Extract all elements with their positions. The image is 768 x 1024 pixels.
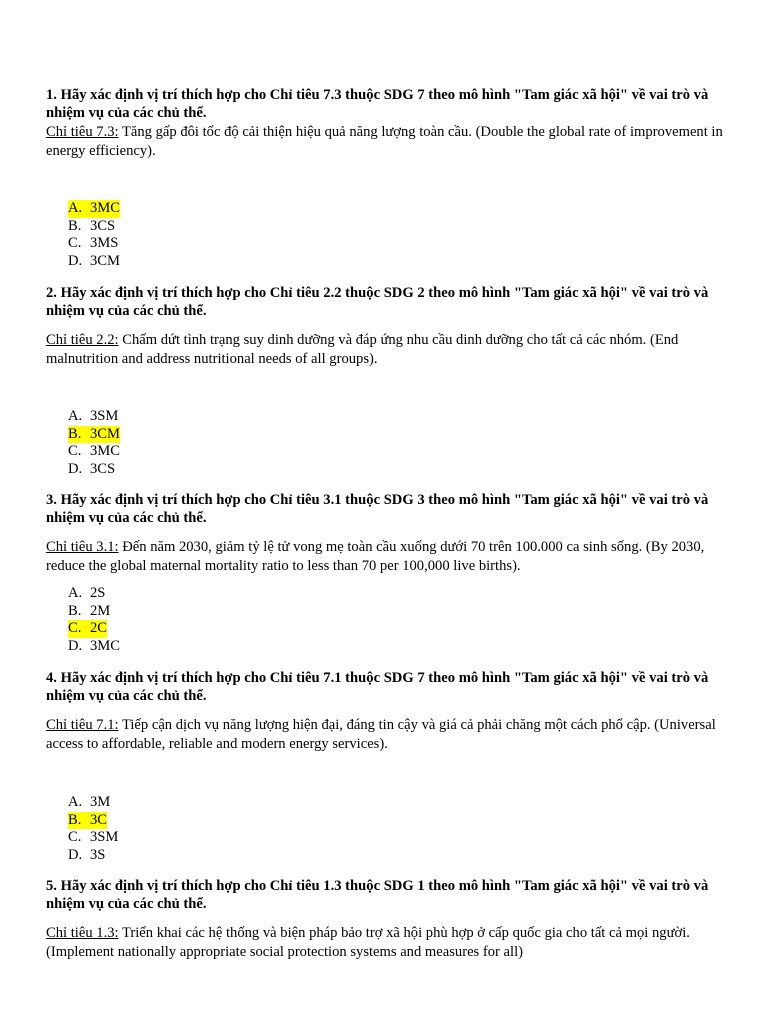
option-highlight <box>68 235 118 253</box>
option-letter: C. <box>68 620 82 636</box>
question-3-target-text: Đến năm 2030, giảm tỷ lệ tử vong mẹ toàn cầu xuống dưới 70 trên 100.000 ca sinh sống. (By 2030, reduce the global maternal mortality ratio to less than 70 per 100,000 live births). <box>46 539 705 574</box>
question-3-option-c[interactable] <box>68 620 120 638</box>
option-highlight <box>68 829 118 847</box>
question-1-target-label: Chỉ tiêu 7.3: <box>46 124 119 140</box>
question-3-title: 3. Hãy xác định vị trí thích hợp cho Chỉ tiêu 3.1 thuộc SDG 3 theo mô hình "Tam giác xã hội" về vai trò và nhiệm vụ của các chủ thể. <box>46 492 709 526</box>
question-4-options <box>68 794 118 864</box>
option-highlight <box>68 847 105 865</box>
option-highlight <box>68 603 110 621</box>
option-text: 3S <box>90 846 106 863</box>
question-4-target-label: Chỉ tiêu 7.1: <box>46 717 119 733</box>
option-highlight <box>68 426 120 444</box>
question-5-target <box>46 924 726 962</box>
option-letter: B. <box>68 217 82 234</box>
option-highlight <box>68 461 115 479</box>
option-text: 3MS <box>90 235 119 251</box>
option-text: 2C <box>90 620 108 636</box>
option-highlight <box>68 408 118 426</box>
option-text: 3M <box>90 794 111 810</box>
question-3-target-label: Chỉ tiêu 3.1: <box>46 539 119 555</box>
question-2-title: 2. Hãy xác định vị trí thích hợp cho Chỉ tiêu 2.2 thuộc SDG 2 theo mô hình "Tam giác xã hội" về vai trò và nhiệm vụ của các chủ thể. <box>46 285 709 319</box>
option-letter: A. <box>68 408 83 424</box>
option-letter: A. <box>68 585 83 601</box>
question-1-option-b[interactable] <box>68 218 120 236</box>
option-letter: B. <box>68 425 82 442</box>
option-letter: D. <box>68 846 83 863</box>
question-3-options <box>68 585 120 655</box>
option-text: 3CM <box>90 425 121 442</box>
question-5-target-label: Chỉ tiêu 1.3: <box>46 925 119 941</box>
option-text: 3CS <box>90 217 116 234</box>
option-text: 2S <box>90 585 106 601</box>
option-highlight <box>68 812 107 830</box>
question-1-title: 1. Hãy xác định vị trí thích hợp cho Chỉ tiêu 7.3 thuộc SDG 7 theo mô hình "Tam giác xã hội" về vai trò và nhiệm vụ của các chủ thể. <box>46 87 709 121</box>
question-2-target-label: Chỉ tiêu 2.2: <box>46 332 119 348</box>
option-letter: C. <box>68 235 82 251</box>
option-highlight <box>68 218 115 236</box>
question-1 <box>46 86 726 161</box>
question-4-title: 4. Hãy xác định vị trí thích hợp cho Chỉ tiêu 7.1 thuộc SDG 7 theo mô hình "Tam giác xã hội" về vai trò và nhiệm vụ của các chủ thể. <box>46 670 709 704</box>
question-1-option-a[interactable] <box>68 200 120 218</box>
option-letter: C. <box>68 829 82 845</box>
question-2-options <box>68 408 120 478</box>
question-4-target <box>46 716 726 754</box>
option-text: 2M <box>90 602 111 619</box>
option-highlight <box>68 253 120 271</box>
question-5 <box>46 877 726 962</box>
question-2 <box>46 284 726 369</box>
question-1-option-d[interactable] <box>68 253 120 271</box>
question-4-option-b[interactable] <box>68 812 118 830</box>
question-2-option-d[interactable] <box>68 461 120 479</box>
option-letter: B. <box>68 811 82 828</box>
question-1-target-text: Tăng gấp đôi tốc độ cải thiện hiệu quả năng lượng toàn cầu. (Double the global rate of improvement in energy efficiency). <box>46 124 723 159</box>
option-highlight <box>68 443 120 461</box>
question-4 <box>46 669 726 754</box>
option-text: 3CM <box>90 252 121 269</box>
question-3-option-b[interactable] <box>68 603 120 621</box>
option-letter: D. <box>68 637 83 654</box>
option-text: 3MC <box>90 200 121 216</box>
option-highlight <box>68 638 120 656</box>
option-letter: B. <box>68 602 82 619</box>
option-letter: C. <box>68 443 82 459</box>
question-2-option-b[interactable] <box>68 426 120 444</box>
option-highlight <box>68 200 120 218</box>
question-5-title: 5. Hãy xác định vị trí thích hợp cho Chỉ tiêu 1.3 thuộc SDG 1 theo mô hình "Tam giác xã hội" về vai trò và nhiệm vụ của các chủ thể. <box>46 878 709 912</box>
question-2-target <box>46 331 726 369</box>
question-3-option-a[interactable] <box>68 585 120 603</box>
option-highlight <box>68 585 105 603</box>
question-5-target-text: Triển khai các hệ thống và biện pháp bảo trợ xã hội phù hợp ở cấp quốc gia cho tất cả mọi người. (Implement nationally appropriate social protection systems and measures for all) <box>46 925 690 960</box>
question-4-option-a[interactable] <box>68 794 118 812</box>
question-2-option-a[interactable] <box>68 408 120 426</box>
question-2-target-text: Chấm dứt tình trạng suy dinh dưỡng và đáp ứng nhu cầu dinh dưỡng cho tất cả các nhóm. (End malnutrition and address nutritional needs of all groups). <box>46 332 679 367</box>
option-letter: A. <box>68 794 83 810</box>
option-letter: D. <box>68 252 83 269</box>
option-letter: A. <box>68 200 83 216</box>
option-letter: D. <box>68 460 83 477</box>
question-4-option-d[interactable] <box>68 847 118 865</box>
option-text: 3SM <box>90 829 119 845</box>
question-3 <box>46 491 726 576</box>
question-4-option-c[interactable] <box>68 829 118 847</box>
question-1-option-c[interactable] <box>68 235 120 253</box>
question-4-target-text: Tiếp cận dịch vụ năng lượng hiện đại, đáng tin cậy và giá cả phải chăng một cách phổ cập. (Universal access to affordable, reliable and modern energy services). <box>46 717 716 752</box>
question-2-option-c[interactable] <box>68 443 120 461</box>
option-highlight <box>68 794 110 812</box>
option-text: 3CS <box>90 460 116 477</box>
question-3-option-d[interactable] <box>68 638 120 656</box>
option-text: 3C <box>90 811 108 828</box>
question-1-target <box>46 123 726 161</box>
option-text: 3MC <box>90 637 121 654</box>
option-highlight <box>68 620 107 638</box>
question-3-target <box>46 538 726 576</box>
option-text: 3MC <box>90 443 121 459</box>
question-1-options <box>68 200 120 270</box>
option-text: 3SM <box>90 408 119 424</box>
